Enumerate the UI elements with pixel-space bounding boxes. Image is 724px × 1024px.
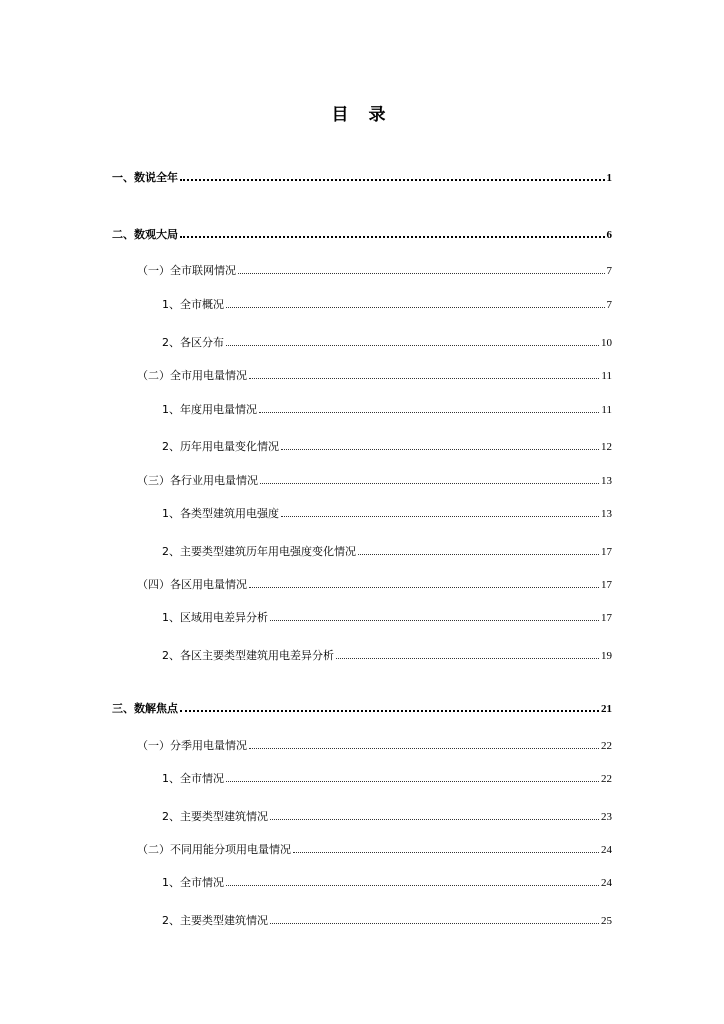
toc-label: 2、各区主要类型建筑用电差异分析 <box>162 649 334 662</box>
toc-entry-level2[interactable] <box>137 843 612 857</box>
page-title: 目 录 <box>331 105 393 125</box>
toc-leader <box>281 515 599 517</box>
toc-label: 2、主要类型建筑情况 <box>162 914 268 927</box>
toc-leader <box>358 553 599 555</box>
toc-page-number: 19 <box>601 650 612 662</box>
toc-page-number: 10 <box>601 337 612 349</box>
toc-leader <box>270 818 599 820</box>
toc-entry-level3[interactable] <box>162 440 612 454</box>
toc-page-number: 17 <box>601 612 612 624</box>
toc-label: 三、数解焦点 <box>112 702 178 715</box>
toc-page-number: 24 <box>601 877 612 889</box>
toc-label: （二）全市用电量情况 <box>137 369 247 382</box>
toc-leader <box>293 851 599 853</box>
toc-label: 1、各类型建筑用电强度 <box>162 507 279 520</box>
toc-leader <box>226 884 599 886</box>
toc-entry-level1[interactable] <box>112 228 612 242</box>
toc-page-number: 6 <box>606 229 612 241</box>
toc-leader <box>259 411 599 413</box>
toc-page-number: 24 <box>601 844 612 856</box>
toc-page-number: 11 <box>601 370 612 382</box>
toc-leader <box>270 922 599 924</box>
toc-page-number: 12 <box>601 441 612 453</box>
toc-entry-level3[interactable] <box>162 649 612 663</box>
toc-entry-level3[interactable] <box>162 611 612 625</box>
toc-page-number: 21 <box>601 703 612 715</box>
toc-page-number: 13 <box>601 475 612 487</box>
toc-label: （一）分季用电量情况 <box>137 739 247 752</box>
toc-page-number: 1 <box>606 172 612 184</box>
toc-leader <box>281 448 599 450</box>
toc-entry-level3[interactable] <box>162 772 612 786</box>
toc-entry-level1[interactable] <box>112 702 612 716</box>
toc-leader <box>180 709 599 712</box>
toc-leader <box>226 344 599 346</box>
toc-entry-level2[interactable] <box>137 264 612 278</box>
toc-label: 1、年度用电量情况 <box>162 403 257 416</box>
toc-leader <box>249 747 599 749</box>
toc-entry-level3[interactable] <box>162 876 612 890</box>
toc-label: （一）全市联网情况 <box>137 264 236 277</box>
toc-page-number: 13 <box>601 508 612 520</box>
toc-entry-level3[interactable] <box>162 545 612 559</box>
toc-label: 一、数说全年 <box>112 171 178 184</box>
toc-entry-level2[interactable] <box>137 578 612 592</box>
toc-leader <box>249 586 599 588</box>
toc-page-number: 11 <box>601 404 612 416</box>
toc-label: 1、全市情况 <box>162 772 224 785</box>
toc-label: 2、主要类型建筑情况 <box>162 810 268 823</box>
toc-page-number: 7 <box>606 299 612 311</box>
toc-entry-level3[interactable] <box>162 298 612 312</box>
toc-leader <box>260 482 599 484</box>
toc-leader <box>336 657 599 659</box>
toc-entry-level3[interactable] <box>162 336 612 350</box>
toc-leader <box>270 619 599 621</box>
toc-label: 二、数观大局 <box>112 228 178 241</box>
toc-entry-level2[interactable] <box>137 369 612 383</box>
toc-page-number: 17 <box>601 546 612 558</box>
toc-entry-level3[interactable] <box>162 403 612 417</box>
toc-label: （四）各区用电量情况 <box>137 578 247 591</box>
toc-label: （三）各行业用电量情况 <box>137 474 258 487</box>
toc-entry-level3[interactable] <box>162 914 612 928</box>
toc-leader <box>226 306 605 308</box>
toc-page-number: 22 <box>601 740 612 752</box>
toc-label: 1、全市概况 <box>162 298 224 311</box>
toc-label: 2、各区分布 <box>162 336 224 349</box>
toc-entry-level3[interactable] <box>162 507 612 521</box>
toc-label: 1、区域用电差异分析 <box>162 611 268 624</box>
toc-page-number: 17 <box>601 579 612 591</box>
toc-page-number: 23 <box>601 811 612 823</box>
toc-leader <box>249 377 599 379</box>
toc-leader <box>238 272 605 274</box>
toc-leader <box>226 780 599 782</box>
toc-leader <box>180 178 605 181</box>
toc-label: 1、全市情况 <box>162 876 224 889</box>
toc-page-number: 22 <box>601 773 612 785</box>
toc-label: 2、历年用电量变化情况 <box>162 440 279 453</box>
toc-label: （二）不同用能分项用电量情况 <box>137 843 291 856</box>
toc-leader <box>180 235 605 238</box>
toc-entry-level1[interactable] <box>112 171 612 185</box>
toc-entry-level2[interactable] <box>137 739 612 753</box>
toc-entry-level2[interactable] <box>137 474 612 488</box>
toc-page-number: 25 <box>601 915 612 927</box>
toc-label: 2、主要类型建筑历年用电强度变化情况 <box>162 545 356 558</box>
toc-page-number: 7 <box>606 265 612 277</box>
toc-entry-level3[interactable] <box>162 810 612 824</box>
